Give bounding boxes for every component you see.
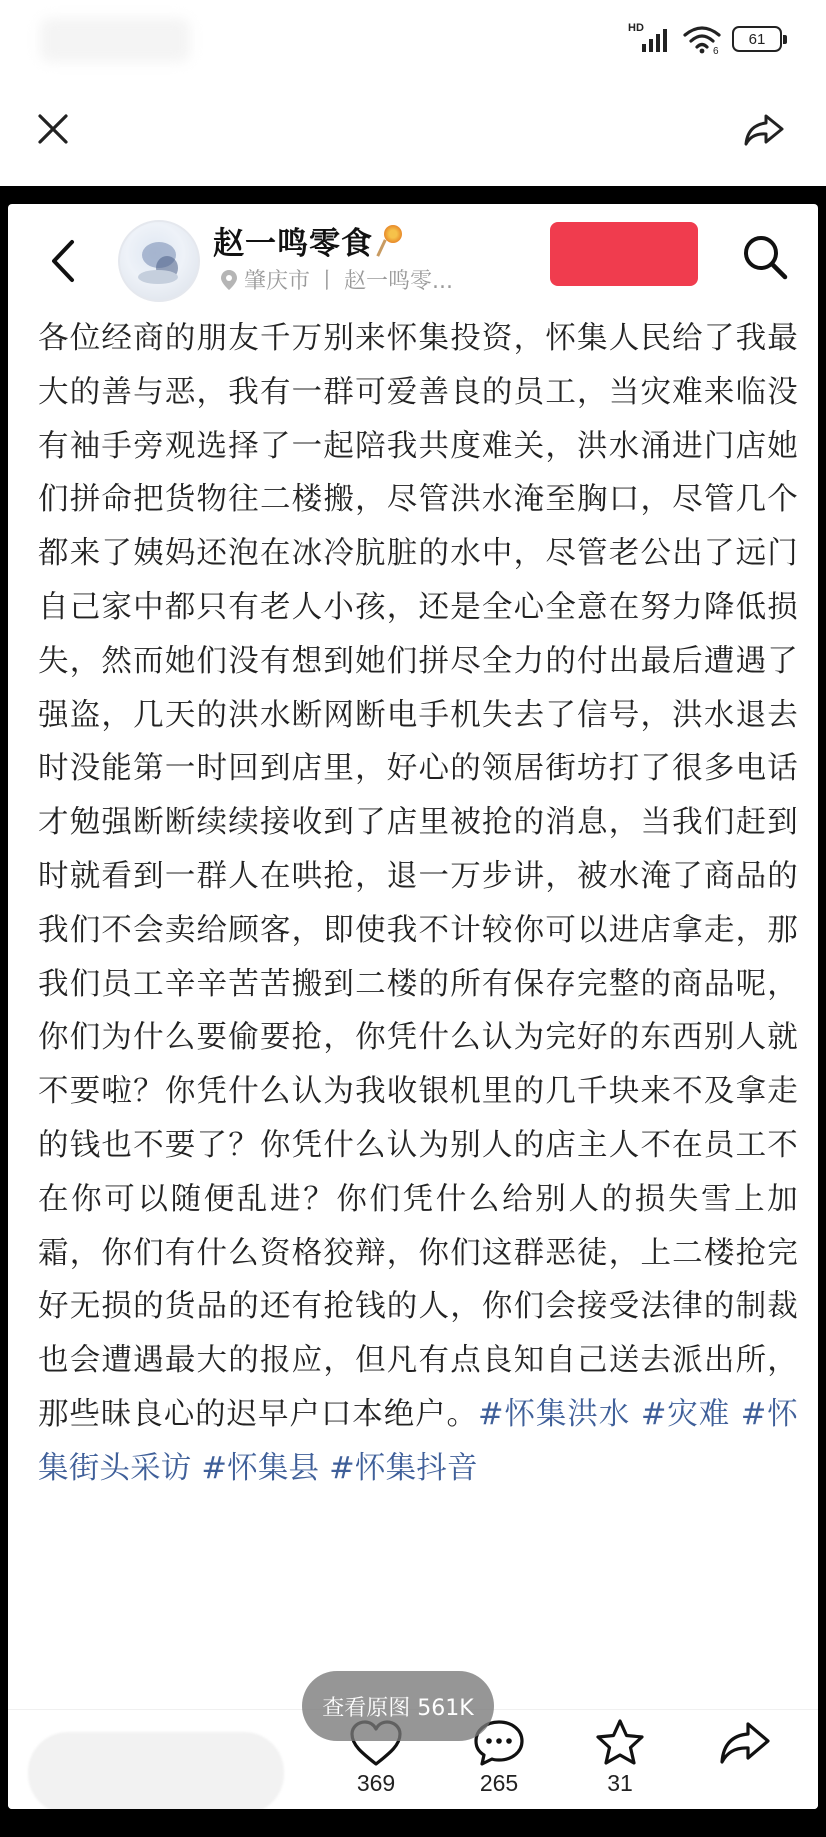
status-time-blurred bbox=[40, 18, 190, 62]
redacted-follow-button[interactable] bbox=[550, 222, 698, 286]
star-icon bbox=[592, 1718, 648, 1768]
close-icon[interactable] bbox=[34, 110, 72, 148]
post-body bbox=[38, 312, 798, 1496]
comment-input[interactable] bbox=[28, 1732, 284, 1809]
share-icon[interactable] bbox=[742, 110, 786, 150]
location-city: 肇庆市 bbox=[244, 269, 311, 294]
favorite-button[interactable] bbox=[580, 1718, 660, 1797]
search-icon[interactable] bbox=[740, 232, 790, 282]
post-screenshot bbox=[8, 204, 818, 1809]
hashtag[interactable]: #怀集县 bbox=[201, 1450, 320, 1486]
wifi-icon bbox=[682, 24, 722, 54]
status-bar bbox=[0, 0, 826, 80]
location-place: 赵一鸣零... bbox=[344, 269, 454, 294]
image-viewer-toolbar bbox=[0, 80, 826, 186]
signal-icon bbox=[628, 22, 672, 56]
author-name-text: 赵一鸣零食 bbox=[213, 226, 373, 262]
favorite-count: 31 bbox=[607, 1770, 633, 1796]
comment-count: 265 bbox=[479, 1770, 519, 1796]
hashtag[interactable]: #灾难 bbox=[640, 1396, 731, 1432]
location-separator: 丨 bbox=[316, 269, 339, 294]
hashtag[interactable]: #怀集抖音 bbox=[329, 1450, 478, 1486]
battery-icon bbox=[732, 26, 782, 52]
post-header bbox=[8, 204, 818, 319]
hashtag[interactable]: #怀集街头采访 bbox=[38, 1396, 798, 1486]
location[interactable] bbox=[220, 264, 453, 295]
avatar[interactable] bbox=[118, 220, 200, 302]
wifi-badge: 6 bbox=[713, 46, 719, 54]
post-text: 各位经商的朋友千万别来怀集投资，怀集人民给了我最大的善与恶，我有一群可爱善良的员工，当灾难来临没有袖手旁观选择了一起陪我共度难关，洪水涌进门店她们拼命把货物往二楼搬，尽管洪水淹至胸口，尽管几个都来了姨妈还泡在冰冷肮脏的水中，尽管老公出了远门自己家中都只有老人小孩，还是全心全意在努力降低损失，然而她们没有想到她们拼尽全力的付出最后遭遇了强盗，几天的洪水断网断电手机失去了信号，洪水退去时没能第一时回到店里，好心的领居街坊打了很多电话才勉强断断续续接收到了店里被抢的消息，当我们赶到时就看到一群人在哄抢，退一万步讲，被水淹了商品的我们不会卖给顾客，即使我不计较你可以进店拿走，那我们员工辛辛苦苦搬到二楼的所有保存完整的商品呢，你们为什么要偷要抢，你凭什么认为完好的东西别人就不要啦？你凭什么认为我收银机里的几千块来不及拿走的钱也不要了？你凭什么认为别人的店主人不在员工不在你可以随便乱进？你们凭什么给别人的损失雪上加霜，你们有什么资格狡辩，你们这群恶徒，上二楼抢完好无损的货品的还有抢钱的人，你们会接受法律的制裁也会遭遇最大的报应，但凡有点良知自己送去派出所，那些昧良心的迟早户口本绝户。 bbox=[38, 321, 798, 1432]
author-name[interactable] bbox=[213, 218, 403, 263]
lollipop-emoji-icon bbox=[377, 225, 403, 257]
hashtag[interactable]: #怀集洪水 bbox=[477, 1396, 631, 1432]
screenshot-frame bbox=[0, 186, 826, 1837]
location-pin-icon bbox=[220, 269, 238, 291]
network-label: HD bbox=[628, 22, 644, 34]
forward-icon bbox=[716, 1718, 772, 1768]
back-icon[interactable] bbox=[44, 236, 84, 286]
like-count: 369 bbox=[356, 1770, 396, 1796]
view-original-button[interactable]: 查看原图 561K bbox=[302, 1671, 494, 1741]
forward-button[interactable] bbox=[704, 1718, 784, 1768]
battery-level: 61 bbox=[748, 30, 766, 48]
status-indicators bbox=[628, 22, 782, 56]
